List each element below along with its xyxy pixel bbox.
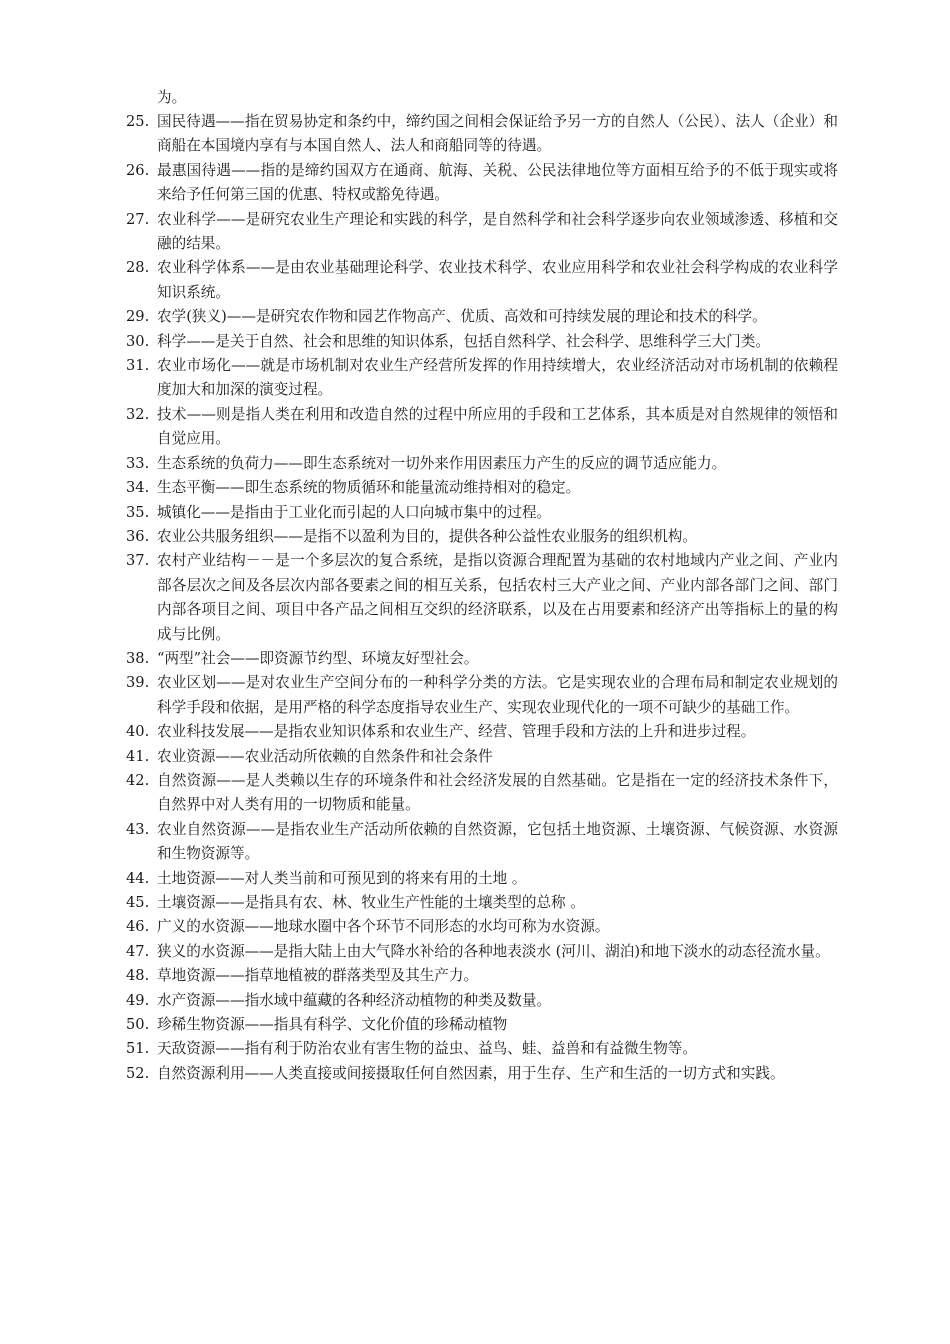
item-definition: “两型”社会——即资源节约型、环境友好型社会。 [157, 649, 479, 667]
item-number: 37. [126, 552, 150, 570]
list-item [126, 159, 838, 208]
item-definition: 农业科学——是研究农业生产理论和实践的科学，是自然科学和社会科学逐步向农业领域渗透、移植和交融的结果。 [157, 210, 838, 253]
list-item [126, 964, 838, 988]
item-definition: 农业科技发展——是指农业知识体系和农业生产、经营、管理手段和方法的上升和进步过程。 [157, 723, 756, 741]
item-number: 45. [126, 894, 150, 911]
item-number: 52. [126, 1064, 150, 1082]
list-item [126, 769, 838, 818]
item-definition: 农业科学体系——是由农业基础理论科学、农业技术科学、农业应用科学和农业社会科学构成的农业科学知识系统。 [157, 259, 838, 301]
item-number: 40. [126, 723, 150, 741]
list-item [126, 1037, 838, 1061]
list-item [126, 671, 838, 720]
list-item [126, 525, 838, 549]
list-item [126, 915, 838, 939]
item-definition: 农业自然资源——是指农业生产活动所依赖的自然资源，它包括土地资源、土壤资源、气候资源、水资源和生物资源等。 [157, 820, 838, 863]
item-definition: 农业区划——是对农业生产空间分布的一种科学分类的方法。它是实现农业的合理布局和制定农业规划的科学手段和依据，是用严格的科学态度指导农业生产、实现农业现代化的一项不可缺少的基础工作。 [157, 674, 838, 716]
item-number: 28. [126, 259, 150, 277]
list-item [126, 256, 838, 305]
list-item [126, 989, 838, 1013]
item-number: 48. [126, 967, 150, 985]
list-item [126, 110, 838, 159]
item-number: 38. [126, 649, 150, 667]
item-number: 27. [126, 210, 150, 228]
item-definition: 农业公共服务组织——是指不以盈利为目的，提供各种公益性农业服务的组织机构。 [157, 527, 697, 545]
list-item [126, 647, 838, 671]
continuation-text: 为。 [157, 89, 187, 106]
list-item [126, 330, 838, 354]
item-number: 29. [126, 308, 150, 326]
item-number: 49. [126, 991, 150, 1009]
list-item [126, 745, 838, 769]
item-number: 42. [126, 771, 150, 789]
item-number: 46. [126, 918, 150, 936]
item-definition: 广义的水资源——地球水圈中各个环节不同形态的水均可称为水资源。 [157, 918, 610, 936]
list-item [126, 549, 838, 647]
item-definition: 生态系统的负荷力——即生态系统对一切外来作用因素压力产生的反应的调节适应能力。 [157, 454, 727, 472]
item-definition: 水产资源——指水域中蕴藏的各种经济动植物的种类及数量。 [157, 991, 552, 1009]
item-definition: 技术——则是指人类在利用和改造自然的过程中所应用的手段和工艺体系，其本质是对自然规律的领悟和自觉应用。 [157, 405, 838, 448]
item-number: 41. [126, 747, 150, 765]
item-number: 34. [126, 479, 150, 497]
item-number: 51. [126, 1040, 150, 1058]
list-item [126, 891, 838, 915]
item-definition: 生态平衡——即生态系统的物质循环和能量流动维持相对的稳定。 [157, 479, 581, 497]
definition-list [126, 110, 838, 1086]
list-item [126, 940, 838, 964]
item-number: 44. [126, 869, 150, 887]
item-number: 33. [126, 454, 150, 472]
list-item [126, 305, 838, 329]
item-definition: 狭义的水资源——是指大陆上由大气降水补给的各种地表淡水 (河川、湖泊)和地下淡水的动态径流水量。 [157, 942, 830, 960]
list-item [126, 501, 838, 525]
item-definition: 农村产业结构－－是一个多层次的复合系统，是指以资源合理配置为基础的农村地域内产业之间、产业内部各层次之间及各层次内部各要素之间的相互关系，包括农村三大产业之间、产业内部各部门之间、部门内部各项目之间、项目中各产品之间相互交织的经济联系，以及在占用要素和经济产出等指标上的量的构成与比例。 [157, 552, 838, 643]
item-definition: 最惠国待遇——指的是缔约国双方在通商、航海、关税、公民法律地位等方面相互给予的不低于现实或将来给予任何第三国的优惠、特权或豁免待遇。 [157, 161, 838, 204]
list-item [126, 476, 838, 500]
item-number: 50. [126, 1016, 150, 1034]
item-number: 35. [126, 503, 150, 521]
item-number: 25. [126, 113, 150, 130]
item-number: 43. [126, 820, 150, 838]
item-number: 31. [126, 357, 150, 375]
item-definition: 农业资源——农业活动所依赖的自然条件和社会条件 [157, 747, 493, 765]
item-definition: 国民待遇——指在贸易协定和条约中，缔约国之间相会保证给予另一方的自然人（公民）、法人（企业）和商船在本国境内享有与本国自然人、法人和商船同等的待遇。 [157, 113, 838, 155]
item-number: 30. [126, 332, 150, 350]
list-item [126, 452, 838, 476]
item-definition: 土壤资源——是指具有农、林、牧业生产性能的土壤类型的总称 。 [157, 894, 585, 911]
list-item [126, 354, 838, 403]
list-item [126, 403, 838, 452]
item-number: 26. [126, 161, 150, 179]
item-definition: 草地资源——指草地植被的群落类型及其生产力。 [157, 967, 479, 985]
item-definition: 自然资源——是人类赖以生存的环境条件和社会经济发展的自然基础。它是指在一定的经济技术条件下，自然界中对人类有用的一切物质和能量。 [157, 771, 838, 814]
item-definition: 农学(狭义)——是研究农作物和园艺作物高产、优质、高效和可持续发展的理论和技术的科学。 [157, 308, 767, 326]
item-number: 47. [126, 942, 150, 960]
item-definition: 珍稀生物资源——指具有科学、文化价值的珍稀动植物 [157, 1016, 508, 1034]
list-item [126, 818, 838, 867]
item-number: 39. [126, 674, 150, 692]
item-definition: 自然资源利用——人类直接或间接摄取任何自然因素，用于生存、生产和生活的一切方式和实践。 [157, 1064, 785, 1082]
item-definition: 土地资源——对人类当前和可预见到的将来有用的土地 。 [157, 869, 527, 887]
item-number: 36. [126, 527, 150, 545]
list-item [126, 720, 838, 744]
list-item [126, 208, 838, 257]
item-definition: 科学——是关于自然、社会和思维的知识体系，包括自然科学、社会科学、思维科学三大门类。 [157, 332, 770, 350]
list-item [126, 867, 838, 891]
item-definition: 天敌资源——指有利于防治农业有害生物的益虫、益鸟、蛙、益兽和有益微生物等。 [157, 1040, 697, 1058]
list-item [126, 1062, 838, 1086]
item-number: 32. [126, 405, 150, 423]
item-definition: 城镇化——是指由于工业化而引起的人口向城市集中的过程。 [157, 503, 552, 521]
list-item [126, 1013, 838, 1037]
item-definition: 农业市场化——就是市场机制对农业生产经营所发挥的作用持续增大，农业经济活动对市场机制的依赖程度加大和加深的演变过程。 [157, 357, 838, 399]
